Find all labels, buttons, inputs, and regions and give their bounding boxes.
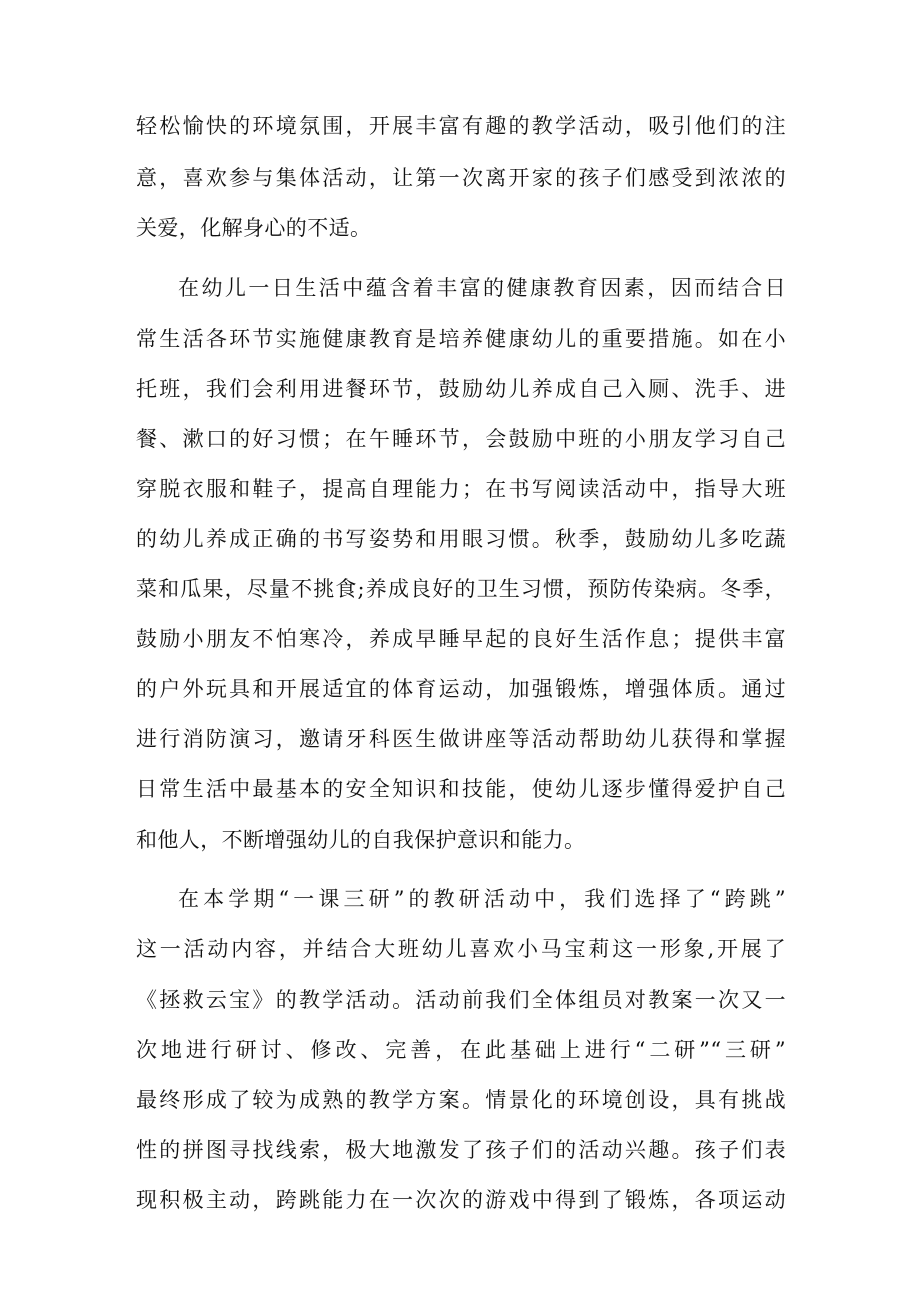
paragraph-2-line-11: 日常生活中最基本的安全知识和技能，使幼儿逐步懂得爱护自己 — [136, 777, 786, 801]
paragraph-2-line-4: 餐、漱口的好习惯；在午睡环节，会鼓励中班的小朋友学习自己 — [136, 427, 786, 451]
paragraph-2-line-5: 穿脱衣服和鞋子，提高自理能力；在书写阅读活动中，指导大班 — [136, 477, 786, 501]
paragraph-3-line-3: 《拯救云宝》的教学活动。活动前我们全体组员对教案一次又一 — [136, 988, 786, 1012]
paragraph-2-line-9: 的户外玩具和开展适宜的体育运动，加强锻炼，增强体质。通过 — [136, 677, 786, 701]
paragraph-2-line-3: 托班，我们会利用进餐环节，鼓励幼儿养成自己入厕、洗手、进 — [136, 377, 786, 401]
paragraph-3-line-4: 次地进行研讨、修改、完善，在此基础上进行“二研”“三研” — [136, 1038, 786, 1062]
paragraph-2-line-10: 进行消防演习，邀请牙科医生做讲座等活动帮助幼儿获得和掌握 — [136, 727, 786, 751]
paragraph-3-line-6: 性的拼图寻找线索，极大地激发了孩子们的活动兴趣。孩子们表 — [136, 1138, 786, 1162]
paragraph-3-line-5: 最终形成了较为成熟的教学方案。情景化的环境创设，具有挑战 — [136, 1088, 786, 1112]
paragraph-2-line-6: 的幼儿养成正确的书写姿势和用眼习惯。秋季，鼓励幼儿多吃蔬 — [136, 527, 786, 551]
paragraph-2-line-12: 和他人，不断增强幼儿的自我保护意识和能力。 — [136, 828, 586, 852]
paragraph-2-line-1: 在幼儿一日生活中蕴含着丰富的健康教育因素，因而结合日 — [178, 276, 786, 300]
paragraph-1-line-3: 关爱，化解身心的不适。 — [136, 216, 372, 240]
paragraph-2-line-8: 鼓励小朋友不怕寒冷，养成早睡早起的良好生活作息；提供丰富 — [136, 627, 786, 651]
paragraph-3-line-1: 在本学期“一课三研”的教研活动中，我们选择了“跨跳” — [178, 887, 786, 911]
paragraph-1-line-2: 意，喜欢参与集体活动，让第一次离开家的孩子们感受到浓浓的 — [136, 166, 786, 190]
paragraph-1-line-1: 轻松愉快的环境氛围，开展丰富有趣的教学活动，吸引他们的注 — [136, 114, 786, 138]
paragraph-2-line-2: 常生活各环节实施健康教育是培养健康幼儿的重要措施。如在小 — [136, 327, 786, 351]
paragraph-3-line-2: 这一活动内容，并结合大班幼儿喜欢小马宝莉这一形象,开展了 — [136, 937, 786, 961]
paragraph-2-line-7: 菜和瓜果，尽量不挑食;养成良好的卫生习惯，预防传染病。冬季， — [136, 577, 786, 601]
paragraph-3-line-7: 现积极主动，跨跳能力在一次次的游戏中得到了锻炼，各项运动 — [136, 1188, 786, 1212]
